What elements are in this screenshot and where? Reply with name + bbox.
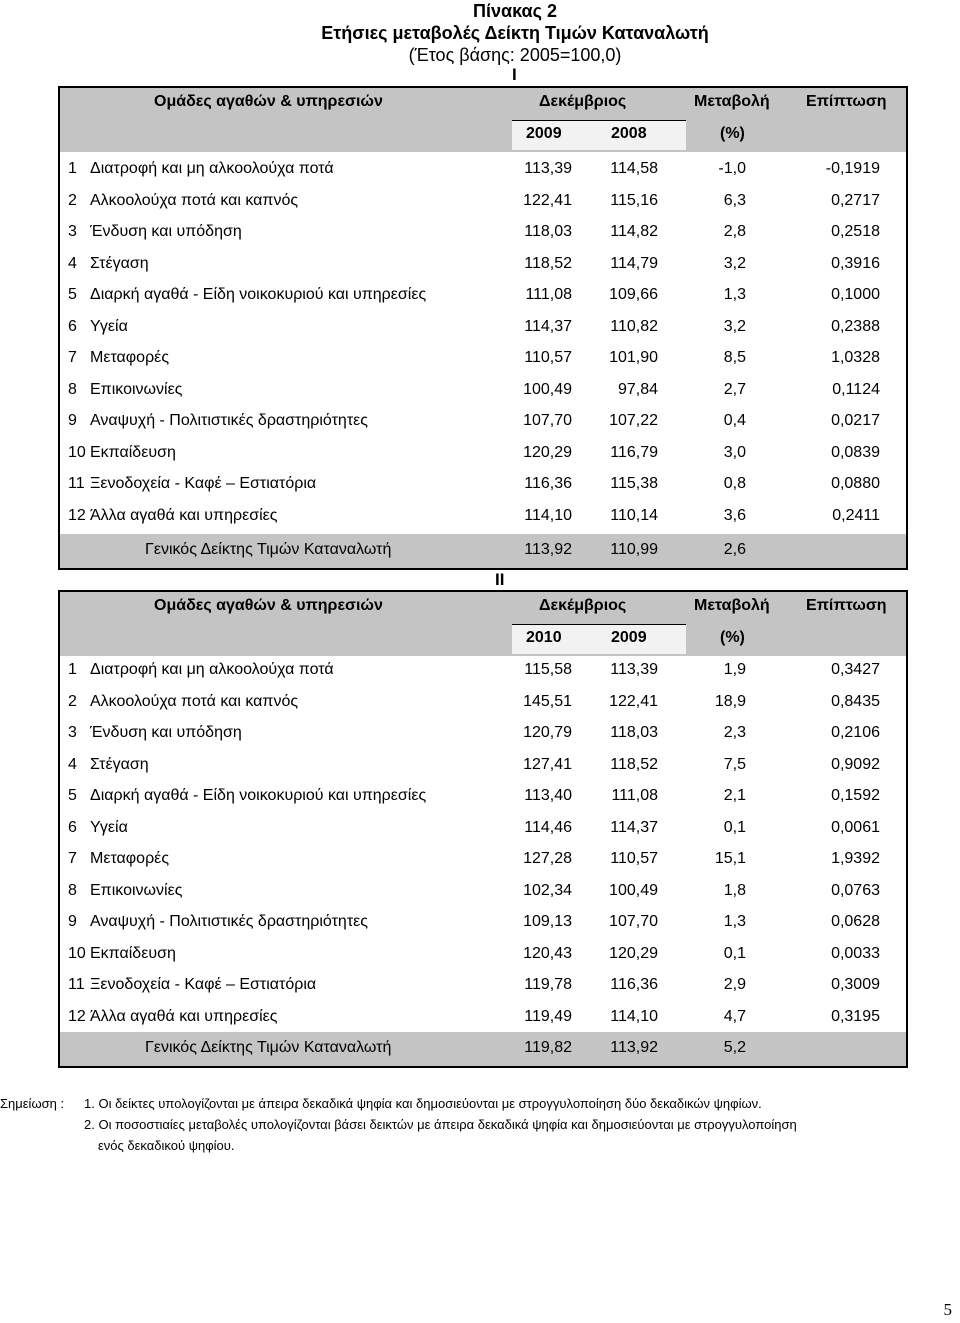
total-change: 5,2 [723,1039,746,1056]
row-value-2: 101,90 [609,349,658,366]
row-change: 1,3 [723,286,746,303]
row-change: 3,6 [723,506,746,524]
table-row [60,343,906,374]
row-group-name: Διαρκή αγαθά - Είδη νοικοκυριού και υπηρεσίες [90,787,427,804]
row-value-2: 114,82 [610,223,658,240]
row-value-1: 109,13 [523,913,572,930]
row-change: 2,3 [723,724,746,741]
row-number: 4 [68,755,77,773]
col-header-impact: Επίπτωση [806,597,887,614]
row-value-2: 118,03 [610,724,658,741]
table-header [60,88,906,152]
row-value-2: 97,84 [617,380,658,398]
table-row [60,1002,906,1033]
row-value-2: 122,41 [609,692,658,710]
row-value-1: 110,57 [524,349,572,366]
row-change: 3,2 [723,254,746,272]
row-value-2: 110,57 [610,850,658,867]
row-group-name: Επικοινωνίες [90,881,183,899]
row-impact: 0,2388 [831,317,880,335]
table-row [60,280,906,311]
row-value-2: 118,52 [610,755,658,773]
row-impact: 0,3195 [831,1007,880,1025]
col-header-year-1: 2009 [526,125,562,142]
row-number: 2 [68,692,77,710]
row-number: 3 [68,223,77,240]
row-value-1: 102,34 [523,881,572,899]
table-row [60,687,906,718]
section-label-2: II [495,570,505,589]
row-change: 0,8 [723,475,746,492]
table-row [60,970,906,1001]
row-impact: 0,3427 [831,661,880,678]
total-value-2: 110,99 [610,541,658,558]
page-number: 5 [943,1300,952,1319]
row-value-2: 116,79 [610,443,658,461]
table-row [60,186,906,217]
row-impact: 0,1000 [831,286,880,303]
table-subtitle: Ετήσιες μεταβολές Δείκτη Τιμών Καταναλωτή [321,23,709,43]
col-header-change: Μεταβολή [694,597,770,614]
row-impact: 0,0061 [831,818,880,836]
row-value-2: 109,66 [609,286,658,303]
row-impact: 1,9392 [831,850,880,867]
row-number: 5 [68,787,77,804]
table-row [60,406,906,437]
col-header-year-1: 2010 [526,629,562,646]
base-year-note: (Έτος βάσης: 2005=100,0) [408,45,622,65]
total-row [60,534,906,568]
total-row [60,1032,906,1066]
row-value-1: 111,08 [525,286,572,303]
row-group-name: Στέγαση [90,254,149,272]
row-impact: 0,2106 [831,724,880,741]
table-row [60,907,906,938]
col-header-year-2: 2008 [611,125,647,142]
row-change: 2,7 [723,380,746,398]
total-value-2: 113,92 [610,1039,658,1056]
table-row [60,844,906,875]
cpi-table-2 [58,590,908,1068]
row-impact: -0,1919 [825,160,880,177]
row-value-1: 127,28 [523,850,572,867]
row-impact: 0,9092 [831,755,880,773]
col-header-december: Δεκέμβριος [539,597,627,614]
row-number: 12 [68,506,86,524]
row-group-name: Εκπαίδευση [90,443,176,461]
table-row [60,939,906,970]
note-2-line-1: 2. Οι ποσοστιαίες μεταβολές υπολογίζονται βάσει δεικτών με άπειρα δεκαδικά ψηφία και δημοσιεύονται με στρογγυλοποίηση [84,1117,797,1132]
total-label: Γενικός Δείκτης Τιμών Καταναλωτή [145,1039,392,1056]
table-header [60,592,906,656]
row-number: 1 [68,160,77,177]
row-group-name: Διατροφή και μη αλκοολούχα ποτά [90,160,334,177]
row-number: 8 [68,881,77,899]
row-value-2: 114,10 [610,1007,658,1025]
table-row [60,781,906,812]
row-group-name: Ξενοδοχεία - Καφέ – Εστιατόρια [90,976,317,993]
col-header-groups: Ομάδες αγαθών & υπηρεσιών [154,93,383,110]
row-number: 11 [68,976,85,993]
section-label-1: I [512,65,517,84]
row-group-name: Αλκοολούχα ποτά και καπνός [90,191,299,209]
row-group-name: Αναψυχή - Πολιτιστικές δραστηριότητες [90,913,368,930]
row-change: 0,1 [723,944,746,962]
row-number: 7 [68,349,77,366]
table-row [60,154,906,185]
row-change: 15,1 [714,850,746,867]
total-change: 2,6 [723,541,746,558]
row-value-1: 114,46 [524,818,572,836]
row-change: 18,9 [714,692,746,710]
row-value-2: 114,58 [610,160,658,177]
row-change: 0,1 [723,818,746,836]
row-value-2: 115,38 [610,475,658,492]
row-value-1: 122,41 [523,191,572,209]
row-group-name: Διατροφή και μη αλκοολούχα ποτά [90,661,334,678]
row-value-1: 118,03 [524,223,572,240]
row-change: 1,8 [723,881,746,899]
row-group-name: Άλλα αγαθά και υπηρεσίες [90,506,278,524]
row-value-1: 127,41 [523,755,572,773]
row-value-2: 116,36 [610,976,658,993]
row-change: 1,3 [723,913,746,930]
row-number: 3 [68,724,77,741]
header-divider [512,120,686,121]
total-value-1: 119,82 [524,1039,572,1056]
table-row [60,438,906,469]
row-impact: 0,0628 [831,913,880,930]
row-change: 0,4 [723,412,746,429]
table-row [60,655,906,686]
total-value-1: 113,92 [524,541,572,558]
col-header-year-2: 2009 [611,629,647,646]
row-number: 10 [68,944,86,962]
row-value-1: 120,29 [523,443,572,461]
row-number: 2 [68,191,77,209]
cpi-table-1 [58,86,908,570]
row-number: 7 [68,850,77,867]
col-header-impact: Επίπτωση [806,93,887,110]
row-impact: 0,3916 [831,254,880,272]
row-group-name: Στέγαση [90,755,149,773]
table-row [60,501,906,532]
row-change: -1,0 [718,160,746,177]
row-change: 6,3 [723,191,746,209]
col-header-change: Μεταβολή [694,93,770,110]
row-group-name: Ένδυση και υπόδηση [90,223,242,240]
row-value-1: 100,49 [523,380,572,398]
row-change: 2,8 [723,223,746,240]
row-value-1: 119,78 [524,976,572,993]
row-value-1: 107,70 [523,412,572,429]
row-change: 4,7 [723,1007,746,1025]
row-value-1: 116,36 [524,475,572,492]
row-group-name: Υγεία [90,818,128,836]
row-value-2: 110,82 [610,317,658,335]
row-value-1: 120,43 [523,944,572,962]
row-impact: 0,0763 [831,881,880,899]
table-title: Πίνακας 2 [473,1,557,21]
row-value-1: 118,52 [524,254,572,272]
table-row [60,876,906,907]
row-number: 5 [68,286,77,303]
table-row [60,813,906,844]
col-header-change-unit: (%) [720,629,745,646]
col-header-groups: Ομάδες αγαθών & υπηρεσιών [154,597,383,614]
row-group-name: Μεταφορές [90,349,170,366]
row-value-1: 145,51 [523,692,572,710]
row-value-2: 110,14 [610,506,658,524]
table-row [60,375,906,406]
row-value-2: 113,39 [610,661,658,678]
row-value-1: 120,79 [523,724,572,741]
row-impact: 0,0839 [831,443,880,461]
row-value-1: 114,10 [524,506,572,524]
row-number: 11 [68,475,85,492]
row-value-2: 107,70 [609,913,658,930]
table-row [60,750,906,781]
row-value-1: 114,37 [524,317,572,335]
row-change: 3,2 [723,317,746,335]
row-number: 6 [68,818,77,836]
row-group-name: Υγεία [90,317,128,335]
row-group-name: Αναψυχή - Πολιτιστικές δραστηριότητες [90,412,368,429]
table-row [60,312,906,343]
row-number: 9 [68,412,77,429]
header-divider [512,624,686,625]
row-impact: 0,1124 [832,380,880,398]
row-number: 10 [68,443,86,461]
row-number: 6 [68,317,77,335]
row-impact: 0,3009 [831,976,880,993]
row-value-1: 115,58 [524,661,572,678]
row-group-name: Ένδυση και υπόδηση [90,724,242,741]
row-change: 7,5 [723,755,746,773]
row-value-2: 114,79 [610,254,658,272]
row-change: 8,5 [723,349,746,366]
note-2-line-2: ενός δεκαδικού ψηφίου. [98,1138,235,1153]
row-group-name: Αλκοολούχα ποτά και καπνός [90,692,299,710]
row-value-2: 100,49 [609,881,658,899]
row-number: 9 [68,913,77,930]
row-value-2: 114,37 [610,818,658,836]
row-value-1: 119,49 [524,1007,572,1025]
row-change: 2,9 [723,976,746,993]
row-impact: 0,2411 [832,506,880,524]
row-value-1: 113,39 [524,160,572,177]
row-value-2: 111,08 [611,787,658,804]
table-row [60,249,906,280]
row-change: 1,9 [723,661,746,678]
col-header-december: Δεκέμβριος [539,93,627,110]
total-label: Γενικός Δείκτης Τιμών Καταναλωτή [145,541,392,558]
row-number: 12 [68,1007,86,1025]
row-value-2: 115,16 [610,191,658,209]
row-change: 2,1 [723,787,746,804]
row-impact: 0,0880 [831,475,880,492]
row-group-name: Ξενοδοχεία - Καφέ – Εστιατόρια [90,475,317,492]
row-value-1: 113,40 [524,787,572,804]
col-header-change-unit: (%) [720,125,745,142]
table-row [60,217,906,248]
row-number: 1 [68,661,77,678]
row-value-2: 107,22 [609,412,658,429]
row-group-name: Μεταφορές [90,850,170,867]
row-impact: 0,0217 [831,412,880,429]
table-row [60,469,906,500]
row-group-name: Επικοινωνίες [90,380,183,398]
row-impact: 0,2518 [831,223,880,240]
row-group-name: Εκπαίδευση [90,944,176,962]
row-impact: 0,0033 [831,944,880,962]
row-impact: 0,8435 [831,692,880,710]
row-group-name: Διαρκή αγαθά - Είδη νοικοκυριού και υπηρεσίες [90,286,427,303]
row-number: 4 [68,254,77,272]
table-row [60,718,906,749]
row-group-name: Άλλα αγαθά και υπηρεσίες [90,1007,278,1025]
row-number: 8 [68,380,77,398]
row-change: 3,0 [723,443,746,461]
row-impact: 0,1592 [831,787,880,804]
note-1: 1. Οι δείκτες υπολογίζονται με άπειρα δεκαδικά ψηφία και δημοσιεύονται με στρογγυλοποίηση δύο δεκαδικών ψηφίων. [84,1096,762,1111]
row-impact: 0,2717 [831,191,880,209]
notes-label: Σημείωση : [0,1096,65,1111]
row-value-2: 120,29 [609,944,658,962]
row-impact: 1,0328 [831,349,880,366]
